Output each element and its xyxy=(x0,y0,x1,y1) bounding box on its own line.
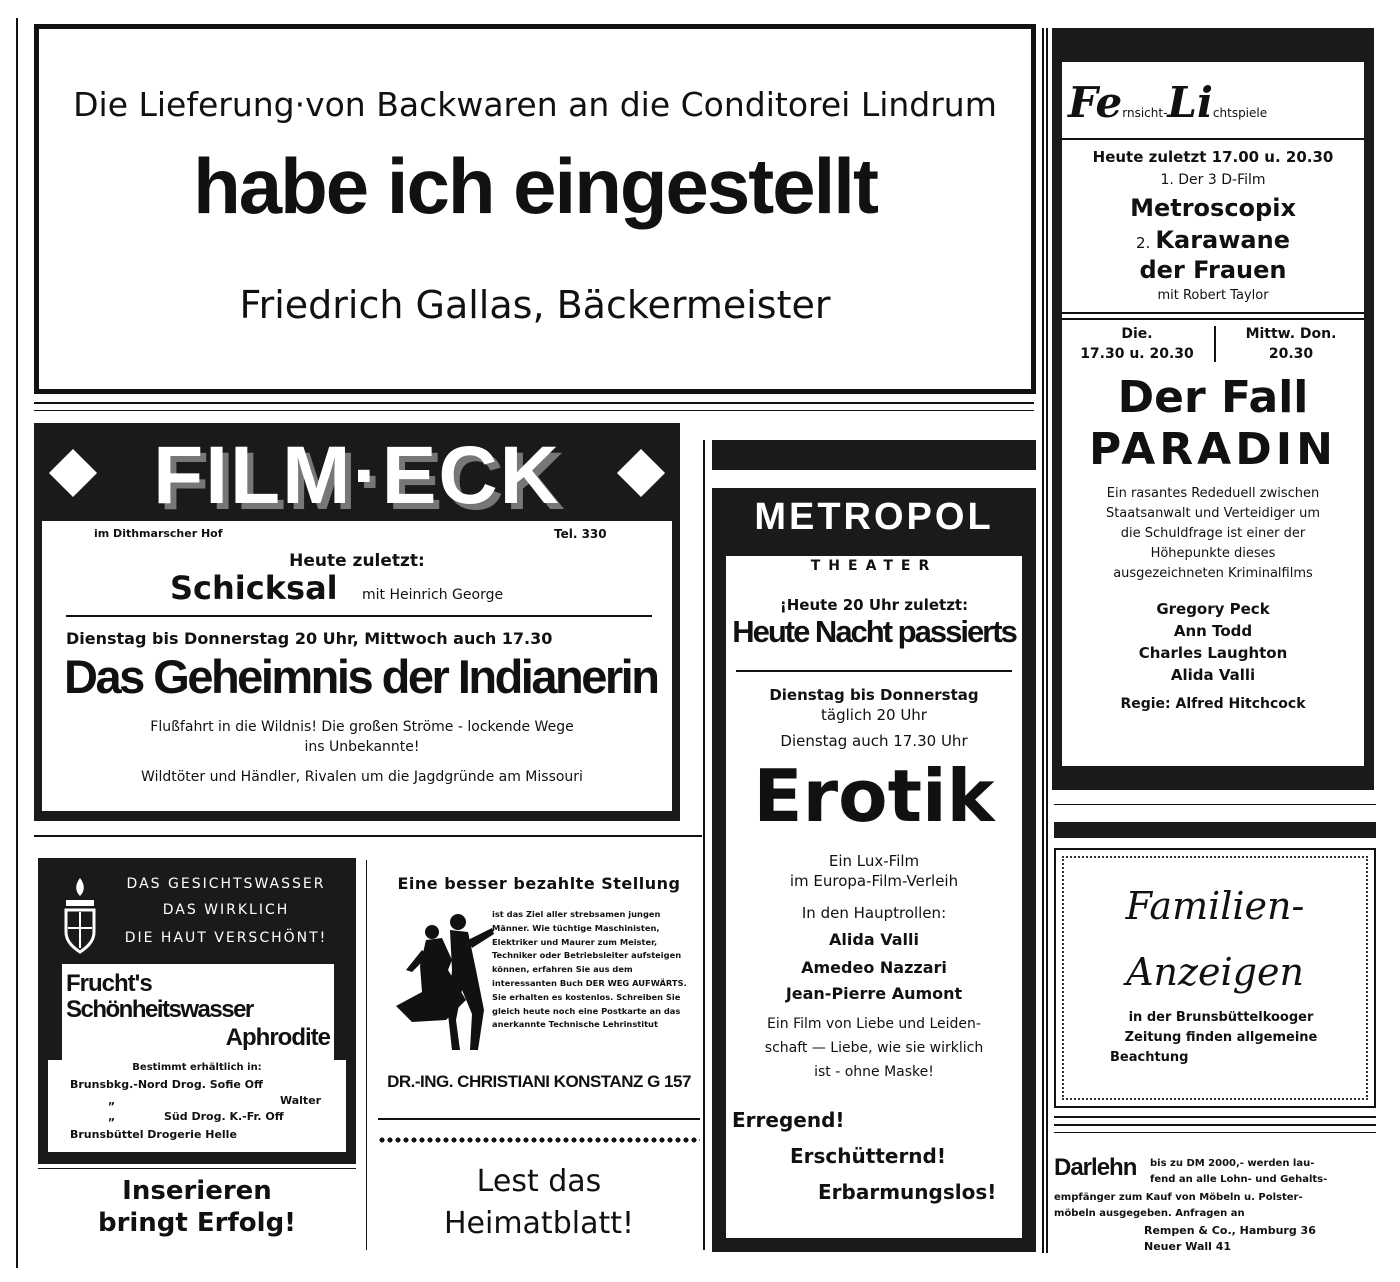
stellung-ad xyxy=(378,858,700,1122)
metropol-cast3: Jean-Pierre Aumont xyxy=(785,984,963,1003)
filmeck-desc2: ins Unbekannte! xyxy=(304,739,420,755)
aphrodite-avail-panel xyxy=(48,1060,346,1152)
metropol-main-title: Erotik xyxy=(753,754,995,838)
metropol-desc1: Ein Film von Liebe und Leiden- xyxy=(767,1016,981,1032)
fernsicht-rule3 xyxy=(1062,318,1364,320)
metropol-studio2: im Europa-Film-Verleih xyxy=(789,872,959,890)
metropol-panel xyxy=(726,556,1022,1238)
aphrodite-slogan1: DAS GESICHTSWASSER xyxy=(126,876,326,892)
filmeck-today-cast: mit Heinrich George xyxy=(362,587,504,603)
filmeck-main-title: Das Geheimnis der Indianerin xyxy=(64,650,658,703)
aphrodite-panel xyxy=(62,964,334,1060)
metropol-cast1: Alida Valli xyxy=(829,930,919,949)
filmeck-title: FILM·ECK xyxy=(153,430,561,521)
metropol-today-title: Heute Nacht passierts xyxy=(732,614,1016,649)
aphrodite-slogan2: DAS WIRKLICH xyxy=(162,902,290,918)
metropol-tag3: Erbarmungslos! xyxy=(818,1180,997,1204)
metropol-desc3: ist - ohne Maske! xyxy=(814,1064,934,1080)
darlehn-title: Darlehn xyxy=(1054,1154,1137,1181)
metropol-rule xyxy=(736,670,1012,672)
metropol-schedule1: Dienstag bis Donnerstag xyxy=(769,686,979,704)
familien-body3: Beachtung xyxy=(1110,1050,1189,1065)
fernsicht-panel xyxy=(1062,62,1364,766)
darlehn-body1: bis zu DM 2000,- werden lau- xyxy=(1150,1158,1315,1169)
right-rule-1 xyxy=(1054,804,1376,805)
darlehn-body2: fend an alle Lohn- und Gehalts- xyxy=(1150,1174,1328,1185)
fernsicht-ad xyxy=(1052,28,1374,790)
aphrodite-brand2: Schönheitswasser xyxy=(66,996,253,1023)
aphrodite-avail4: Süd Drog. K.-Fr. Off xyxy=(164,1110,284,1123)
aphrodite-ditto1: „ xyxy=(108,1094,116,1107)
heimatblatt-line2: Heimatblatt! xyxy=(443,1206,635,1241)
section-rule-mid xyxy=(34,835,702,837)
fernsicht-days-right-a: Mittw. Don. xyxy=(1245,326,1337,342)
familien-body2: Zeitung finden allgemeine xyxy=(1124,1030,1318,1045)
metropol-desc2: schaft — Liebe, wie sie wirklich xyxy=(764,1040,984,1056)
familien-body1: in der Brunsbüttelkooger xyxy=(1128,1010,1314,1025)
fernsicht-cast1: Gregory Peck xyxy=(1156,600,1270,618)
fernsicht-title xyxy=(1068,78,1360,127)
gallas-line1: Die Lieferung·von Backwaren an die Conditorei Lindrum xyxy=(73,85,997,124)
fernsicht-title-d: chtspiele xyxy=(1212,106,1268,120)
left-column-rule xyxy=(16,18,18,1268)
filmeck-rule xyxy=(66,615,652,617)
fernsicht-item2-title-a: Karawane xyxy=(1155,226,1290,254)
aphrodite-ditto2: „ xyxy=(108,1110,116,1123)
metropol-cast-label: In den Hauptrollen: xyxy=(801,904,947,922)
familien-ad xyxy=(1054,848,1376,1108)
metropol-schedule2: täglich 20 Uhr xyxy=(821,706,927,724)
aphrodite-avail1: Bestimmt erhältlich in: xyxy=(132,1062,262,1073)
stellung-title: Eine besser bezahlte Stellung xyxy=(397,874,681,893)
metropol-subtitle: THEATER xyxy=(810,558,938,574)
metropol-schedule3: Dienstag auch 17.30 Uhr xyxy=(780,732,968,750)
right-rule-4 xyxy=(1054,1132,1376,1133)
right-column-rule xyxy=(1042,28,1044,1253)
filmeck-location: im Dithmarscher Hof xyxy=(94,527,223,540)
fernsicht-item2-title-b: der Frauen xyxy=(1139,256,1287,284)
fernsicht-days-left-a: Die. xyxy=(1121,326,1153,342)
fernsicht-title-b: rnsicht- xyxy=(1122,106,1168,120)
fernsicht-main-title-a: Der Fall xyxy=(1117,372,1309,423)
fernsicht-today-label: Heute zuletzt 17.00 u. 20.30 xyxy=(1092,148,1334,166)
fernsicht-title-c: Li xyxy=(1167,78,1213,127)
right-rule-3 xyxy=(1054,1124,1376,1126)
filmeck-ad xyxy=(34,423,680,821)
darlehn-body6: Neuer Wall 41 xyxy=(1144,1240,1232,1253)
stellung-body: ist das Ziel aller strebsamen jungen Männer. Wie tüchtige Maschinisten, Elektriker und Maurer zum Meister, Techniker oder Betriebsleiter aufsteigen können, erfahren Sie aus dem interessanten Buch DER WEG AUFWÄRTS. Sie erhalten es kostenlos. Schreiben Sie gleich heute noch eine Postkarte an das anerkannte Technische Lehrinstitut xyxy=(492,909,687,1030)
filmeck-panel xyxy=(42,521,672,811)
fernsicht-desc4: Höhepunkte dieses xyxy=(1150,546,1276,561)
fernsicht-cast4: Alida Valli xyxy=(1170,666,1256,684)
familien-title1: Familien- xyxy=(1125,884,1305,928)
fernsicht-desc3: die Schuldfrage ist einer der xyxy=(1120,526,1306,541)
aphrodite-ad xyxy=(38,858,356,1164)
fernsicht-item2-cast: mit Robert Taylor xyxy=(1157,288,1269,303)
crest-icon xyxy=(58,876,102,956)
fernsicht-rule1 xyxy=(1062,138,1364,140)
right-rule-2 xyxy=(1054,1116,1376,1118)
fernsicht-days-left-b: 17.30 u. 20.30 xyxy=(1080,346,1194,362)
beaded-rule xyxy=(378,1136,700,1144)
gallas-headline: habe ich eingestellt xyxy=(193,142,877,230)
stellung-sender: DR.-ING. CHRISTIANI KONSTANZ G 157 xyxy=(387,1072,691,1091)
aphrodite-avail2: Brunsbkg.-Nord Drog. Sofie Off xyxy=(70,1078,263,1091)
filmeck-today-title: Schicksal xyxy=(170,569,338,607)
metropol-ad xyxy=(712,440,1036,1252)
fernsicht-director: Regie: Alfred Hitchcock xyxy=(1120,696,1306,712)
darlehn-ad xyxy=(1054,1154,1376,1258)
mid-column-rule xyxy=(703,440,705,1250)
filmeck-today-label: Heute zuletzt: xyxy=(289,551,425,571)
metropol-tag1: Erregend! xyxy=(732,1108,845,1132)
filmeck-desc3: Wildtöter und Händler, Rivalen um die Jagdgründe am Missouri xyxy=(141,769,583,785)
diamond-right-icon xyxy=(617,449,665,497)
fernsicht-cast3: Charles Laughton xyxy=(1138,644,1288,662)
fernsicht-rule2 xyxy=(1062,312,1364,314)
darlehn-body3: empfänger zum Kauf von Möbeln u. Polster- xyxy=(1054,1192,1303,1203)
section-rule-top xyxy=(34,402,1034,404)
fernsicht-item1-title: Metroscopix xyxy=(1130,194,1296,222)
metropol-today-label: ¡Heute 20 Uhr zuletzt: xyxy=(779,596,969,614)
stellung-rule xyxy=(378,1118,700,1120)
fernsicht-desc5: ausgezeichneten Kriminalfilms xyxy=(1113,566,1313,581)
fernsicht-main-title-b: PARADIN xyxy=(1089,424,1337,475)
aphrodite-slogan3: DIE HAUT VERSCHÖNT! xyxy=(124,930,328,946)
darlehn-body5: Rempen & Co., Hamburg 36 xyxy=(1144,1224,1316,1237)
metropol-gap xyxy=(712,470,1036,488)
inserieren-line2: bringt Erfolg! xyxy=(97,1208,297,1238)
filmeck-desc1: Flußfahrt in die Wildnis! Die großen Ströme - lockende Wege xyxy=(150,719,574,735)
metropol-tag2: Erschütternd! xyxy=(790,1144,946,1168)
fernsicht-title-a: Fe xyxy=(1068,78,1123,127)
gallas-ad xyxy=(34,24,1036,394)
heimatblatt-line1: Lest das xyxy=(476,1164,602,1199)
diamond-left-icon xyxy=(49,449,97,497)
darlehn-body4: möbeln ausgegeben. Anfragen an xyxy=(1054,1208,1245,1219)
filmeck-phone: Tel. 330 xyxy=(554,527,607,541)
inserieren-line1: Inserieren xyxy=(122,1176,272,1206)
right-band xyxy=(1054,822,1376,838)
fernsicht-item2-num: 2. xyxy=(1136,234,1151,252)
fernsicht-desc2: Staatsanwalt und Verteidiger um xyxy=(1105,506,1321,521)
fernsicht-item1: 1. Der 3 D-Film xyxy=(1160,172,1266,188)
familien-title2: Anzeigen xyxy=(1126,950,1304,994)
gallas-signature: Friedrich Gallas, Bäckermeister xyxy=(239,283,831,327)
fernsicht-cast2: Ann Todd xyxy=(1173,622,1253,640)
aphrodite-avail5: Brunsbüttel Drogerie Helle xyxy=(70,1128,237,1141)
inserieren-rule xyxy=(38,1168,356,1169)
inserieren-divider xyxy=(366,860,367,1250)
aphrodite-avail3: Walter xyxy=(280,1094,322,1107)
right-column-rule-2 xyxy=(1046,28,1048,1253)
dancers-icon xyxy=(392,910,500,1060)
fernsicht-days-right-b: 20.30 xyxy=(1268,346,1314,362)
fernsicht-desc1: Ein rasantes Rededuell zwischen xyxy=(1106,486,1320,501)
fernsicht-days-divider xyxy=(1214,326,1216,362)
metropol-title: METROPOL xyxy=(754,496,994,538)
section-rule-top-2 xyxy=(34,410,1034,411)
fernsicht-item2 xyxy=(1062,226,1364,254)
metropol-cast2: Amedeo Nazzari xyxy=(801,958,947,977)
aphrodite-brand1: Frucht's xyxy=(66,970,152,997)
metropol-top-band xyxy=(712,440,1036,470)
metropol-studio1: Ein Lux-Film xyxy=(828,852,920,870)
aphrodite-brand3: Aphrodite xyxy=(225,1024,330,1051)
filmeck-schedule: Dienstag bis Donnerstag 20 Uhr, Mittwoch auch 17.30 xyxy=(66,629,553,648)
